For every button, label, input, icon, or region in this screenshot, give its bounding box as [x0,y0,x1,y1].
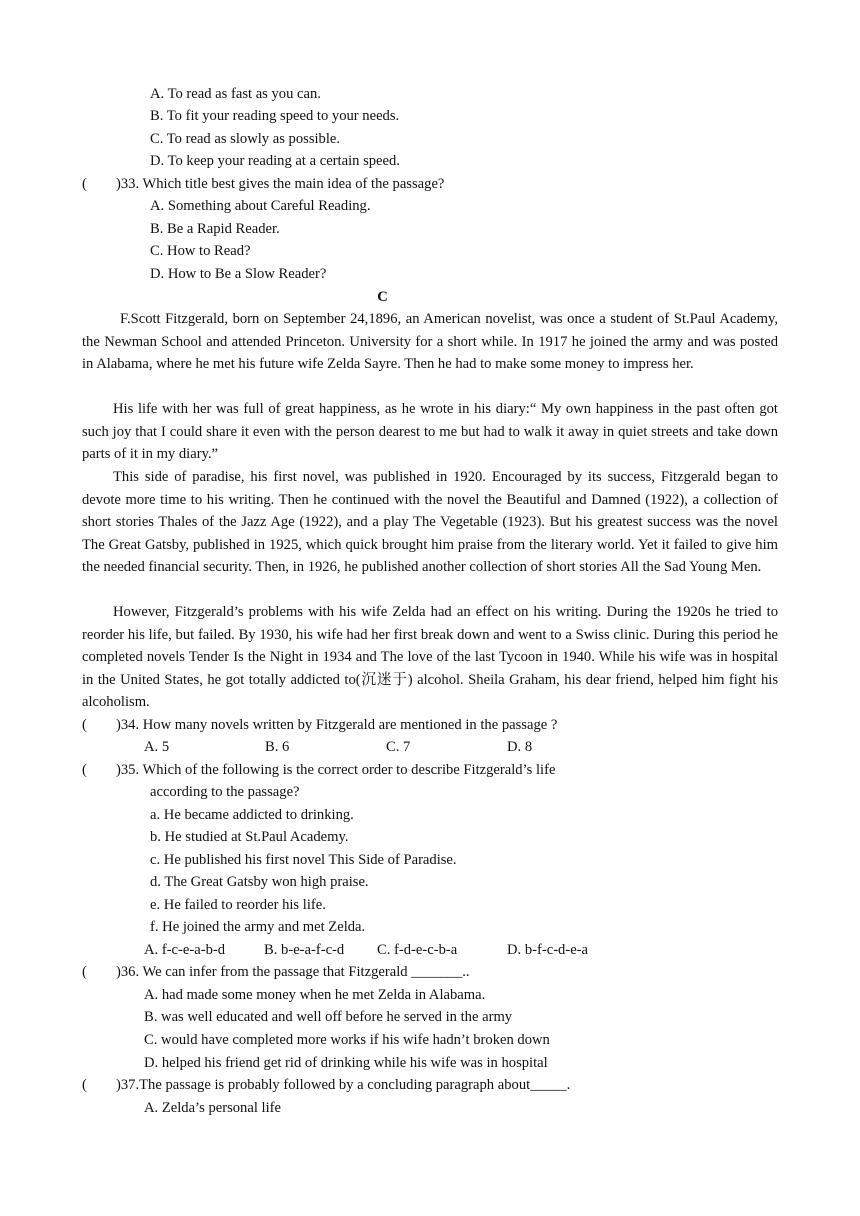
q34-option-c: C. 7 [386,739,411,755]
q35-item-c: c. He published his first novel This Side of Paradise. [150,852,457,868]
question-35-continued: according to the passage? [150,784,300,800]
q36-option-c: C. would have completed more works if his wife hadn’t broken down [144,1032,550,1048]
answer-blank: ( [82,176,87,192]
q34-option-a: A. 5 [144,739,170,755]
q35-option-b: B. b-e-a-f-c-d [264,942,345,958]
section-heading: C [377,289,388,305]
question-36 [82,962,470,982]
q33-option-c: C. How to Read? [150,243,251,259]
q36-option-a: A. had made some money when he met Zelda in Alabama. [144,987,486,1003]
question-text: )34. How many novels written by Fitzgerald are mentioned in the passage ? [116,717,558,733]
question-text: )37.The passage is probably followed by a concluding paragraph about_____. [116,1077,571,1093]
q35-item-d: d. The Great Gatsby won high praise. [150,874,369,890]
q32-option-a: A. To read as fast as you can. [150,86,321,102]
q35-item-a: a. He became addicted to drinking. [150,807,354,823]
answer-blank: ( [82,964,87,980]
q33-option-a: A. Something about Careful Reading. [150,198,371,214]
q36-option-b: B. was well educated and well off before he served in the army [144,1009,513,1025]
question-34 [82,715,557,735]
q35-item-f: f. He joined the army and met Zelda. [150,919,366,935]
q33-option-d: D. How to Be a Slow Reader? [150,266,327,282]
q35-option-a: A. f-c-e-a-b-d [144,942,226,958]
q35-option-d: D. b-f-c-d-e-a [507,942,589,958]
question-text: )33. Which title best gives the main idea of the passage? [116,176,445,192]
question-text: )35. Which of the following is the correct order to describe Fitzgerald’s life [116,762,556,778]
q35-option-c: C. f-d-e-c-b-a [377,942,458,958]
q32-option-b: B. To fit your reading speed to your needs. [150,108,400,124]
question-33 [82,174,444,194]
passage-paragraph-1: F.Scott Fitzgerald, born on September 24,1896, an American novelist, was once a student of St.Paul Academy, the Newman School and attended Princeton. University for a short while. In 1917 he joined the army and was posted in Alabama, where he met his future wife Zelda Sayre. Then he had to make some money to impress her. [82,311,778,373]
passage-paragraph-3: This side of paradise, his first novel, was published in 1920. Encouraged by its success, Fitzgerald began to devote more time to his writing. Then he continued with the novel the Beautiful and Damned (1922), a collection of short stories Thales of the Jazz Age (1922), and a play The Vegetable (1923). But his greatest success was the novel The Great Gatsby, published in 1925, which quick brought him praise from the literary world. Yet it failed to give him the needed financial security. Then, in 1926, he published another collection of short stories All the Sad Young Men. [82,469,778,576]
q33-option-b: B. Be a Rapid Reader. [150,221,280,237]
q34-options [144,737,532,757]
answer-blank: ( [82,717,87,733]
q34-option-d: D. 8 [507,739,533,755]
answer-blank: ( [82,762,87,778]
q32-option-c: C. To read as slowly as possible. [150,131,341,147]
passage-paragraph-2: His life with her was full of great happiness, as he wrote in his diary:“ My own happiness in the past often got such joy that I could share it even with the person dearest to me but had to walk it away in quiet streets and take down parts of it in my diary.” [82,401,778,463]
question-text: )36. We can infer from the passage that Fitzgerald _______.. [116,964,470,980]
question-35 [82,760,555,780]
q35-options [144,940,588,960]
q34-option-b: B. 6 [265,739,290,755]
q37-option-a: A. Zelda’s personal life [144,1100,281,1116]
q32-option-d: D. To keep your reading at a certain speed. [150,153,400,169]
q36-option-d: D. helped his friend get rid of drinking while his wife was in hospital [144,1055,548,1071]
q35-item-e: e. He failed to reorder his life. [150,897,326,913]
answer-blank: ( [82,1077,87,1093]
passage-paragraph-4: However, Fitzgerald’s problems with his wife Zelda had an effect on his writing. During the 1920s he tried to reorder his life, but failed. By 1930, his wife had her first break down and went to a Swiss clinic. During this period he completed novels Tender Is the Night in 1934 and The love of the last Tycoon in 1940. While his wife was in hospital in the United States, he got totally addicted to(沉迷于) alcohol. Sheila Graham, his dear friend, helped him fight his alcoholism. [82,604,778,711]
question-37 [82,1075,570,1095]
q35-item-b: b. He studied at St.Paul Academy. [150,829,349,845]
